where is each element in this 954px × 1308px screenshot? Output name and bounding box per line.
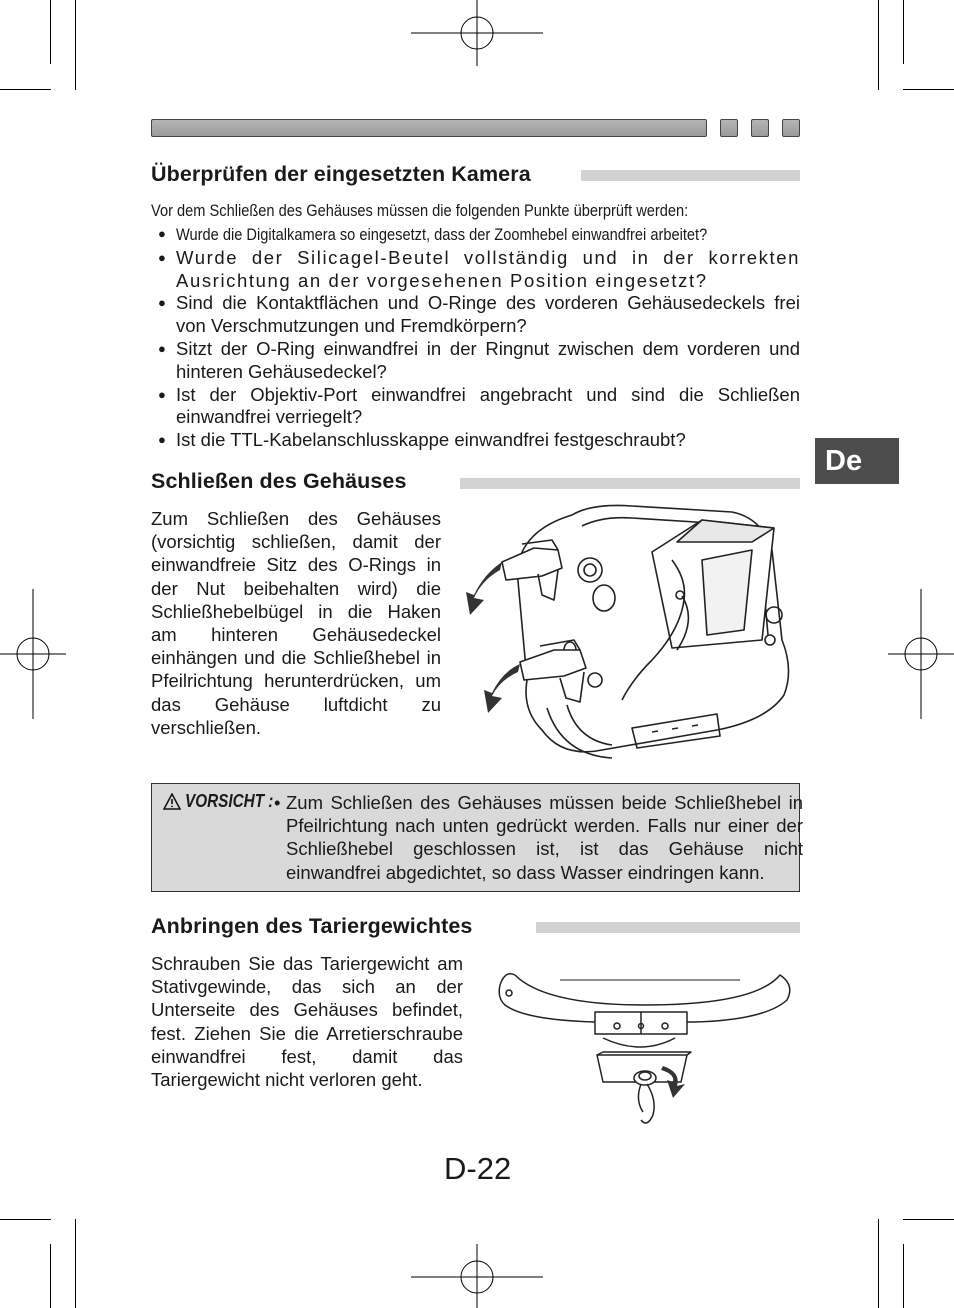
crop-mark (903, 1244, 904, 1308)
heading-rule (581, 170, 800, 181)
list-item: ● Ist der Objektiv-Port einwandfrei angebracht und sind die Schließen einwandfrei verriegelt? (158, 384, 800, 430)
section-heading-camera-check: Überprüfen der eingesetzten Kamera (151, 162, 531, 186)
header-square (751, 119, 769, 137)
registration-mark-bottom (411, 1244, 543, 1308)
crop-mark (0, 1219, 51, 1220)
language-tab: De (815, 438, 899, 484)
crop-mark (903, 0, 904, 64)
list-item: ● Sitzt der O-Ring einwandfrei in der Ringnut zwischen dem vorderen und hinteren Gehäusedeckel? (158, 338, 800, 384)
crop-mark (903, 1219, 954, 1220)
header-square (720, 119, 738, 137)
list-item: ● Ist die TTL-Kabelanschlusskappe einwandfrei festgeschraubt? (158, 429, 800, 452)
crop-mark (0, 89, 51, 90)
caution-bullet: • (274, 792, 281, 813)
closing-instructions: Zum Schließen des Gehäuses (vorsichtig schließen, damit der einwandfreie Sitz des O-Rings in der Nut beibehalten wird) die Schließhebelbügel in die Haken am hinteren Gehäusedeckel einhängen und die Schließhebel in Pfeilrichtung herunterdrücken, um das Gehäuse luftdicht zu verschließen. (151, 508, 441, 738)
intro-text: Vor dem Schließen des Gehäuses müssen die folgenden Punkte überprüft werden: (151, 201, 689, 220)
section-heading-weight: Anbringen des Tariergewichtes (151, 914, 473, 938)
crop-mark (903, 89, 954, 90)
crop-mark (75, 0, 76, 90)
warning-icon (163, 793, 181, 810)
heading-rule (460, 478, 800, 489)
list-item: ● Wurde der Silicagel-Beutel vollständig und in der korrekten Ausrichtung an der vorgesehenen Position eingesetzt? (158, 247, 800, 293)
header-bar (151, 119, 707, 137)
caution-text: • Zum Schließen des Gehäuses müssen beide Schließhebel in Pfeilrichtung nach unten gedrückt werden. Falls nur einer der Schließhebel geschlossen ist, ist das Gehäuse nicht einwandfrei abgedichtet, so dass Wasser eindringen kann. (274, 792, 803, 883)
weight-attachment-illustration (495, 960, 795, 1130)
crop-mark (878, 1219, 879, 1308)
header-square (782, 119, 800, 137)
page-number: D-22 (444, 1151, 512, 1186)
section-heading-closing: Schließen des Gehäuses (151, 469, 407, 493)
weight-instructions: Schrauben Sie das Tariergewicht am Stativgewinde, das sich an der Unterseite des Gehäuses befindet, fest. Ziehen Sie die Arretierschraube einwandfrei fest, damit das Tariergewicht nicht verloren geht. (151, 953, 463, 1091)
registration-mark-top (411, 0, 543, 66)
housing-closing-illustration (462, 500, 802, 765)
heading-rule (536, 922, 800, 933)
caution-box (151, 783, 803, 892)
crop-mark (75, 1219, 76, 1308)
crop-mark (878, 0, 879, 90)
list-item: ● Sind die Kontaktflächen und O-Ringe des vorderen Gehäusedeckels frei von Verschmutzungen und Fremdkörpern? (158, 292, 800, 338)
crop-mark (50, 1244, 51, 1308)
registration-mark-left (0, 589, 66, 719)
caution-label: VORSICHT : (185, 791, 274, 811)
list-item: ● Wurde die Digitalkamera so eingesetzt, dass der Zoomhebel einwandfrei arbeitet? (158, 223, 800, 247)
checklist (158, 223, 800, 452)
registration-mark-right (888, 589, 954, 719)
crop-mark (50, 0, 51, 64)
